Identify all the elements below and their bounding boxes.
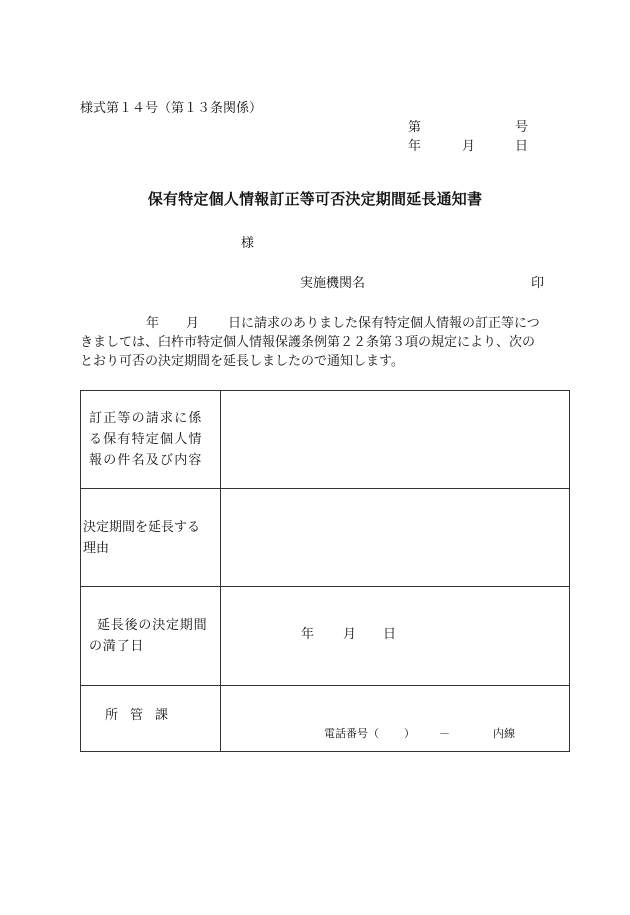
reason-label-line-1: 決定期間を延長する	[83, 519, 201, 535]
expiry-label	[81, 587, 221, 686]
date-day: 日	[515, 139, 529, 154]
table-row	[81, 391, 570, 489]
phone-close: ）	[404, 727, 415, 740]
doc-number-prefix: 第	[408, 120, 422, 135]
extension-label: 内線	[493, 727, 515, 740]
expiry-day: 日	[383, 627, 397, 642]
paragraph-line-1	[80, 314, 558, 333]
extension-details-table	[80, 390, 570, 752]
document-title: 保有特定個人情報訂正等可否決定期間延長通知書	[147, 190, 483, 208]
paragraph-line-2: きましては、臼杵市特定個人情報保護条例第２２条第３項の規定により、次の	[80, 335, 536, 350]
reason-label	[81, 489, 221, 587]
phone-dash: －	[439, 727, 450, 740]
request-month: 月	[186, 316, 200, 331]
subject-label-line-3: 報の件名及び内容	[89, 453, 203, 468]
date-month: 月	[462, 139, 476, 154]
expiry-value-cell[interactable]	[221, 587, 570, 686]
notice-paragraph	[80, 314, 558, 371]
expiry-label-line-1: 延長後の決定期間	[97, 618, 208, 633]
paragraph-line-1-rest: 日に請求のありました保有特定個人情報の訂正等につ	[228, 316, 540, 331]
date-year: 年	[408, 139, 422, 154]
expiry-label-line-2: の満了日	[89, 639, 145, 654]
paragraph-line-3: とおり可否の決定期間を延長しましたので通知します。	[80, 354, 404, 369]
table-row	[81, 489, 570, 587]
doc-number-suffix: 号	[515, 120, 529, 135]
seal-mark: 印	[531, 276, 545, 291]
addressee-honorific: 様	[241, 236, 255, 251]
subject-label	[81, 391, 221, 489]
issuer-label: 実施機関名	[300, 276, 366, 291]
subject-value-cell[interactable]	[221, 391, 570, 489]
request-year: 年	[146, 316, 160, 331]
reason-label-line-2: 理由	[83, 540, 110, 556]
expiry-year: 年	[301, 627, 315, 642]
expiry-month: 月	[343, 627, 357, 642]
reason-value-cell[interactable]	[221, 489, 570, 587]
subject-label-line-1: 訂正等の請求に係	[89, 411, 203, 426]
subject-label-line-2: る保有特定個人情	[89, 432, 203, 447]
table-row	[81, 686, 570, 752]
table-row	[81, 587, 570, 686]
department-label: 所管課	[81, 686, 221, 752]
phone-label: 電話番号（	[324, 727, 379, 740]
department-value-cell[interactable]	[221, 686, 570, 752]
form-number: 様式第１４号（第１３条関係）	[80, 101, 263, 116]
